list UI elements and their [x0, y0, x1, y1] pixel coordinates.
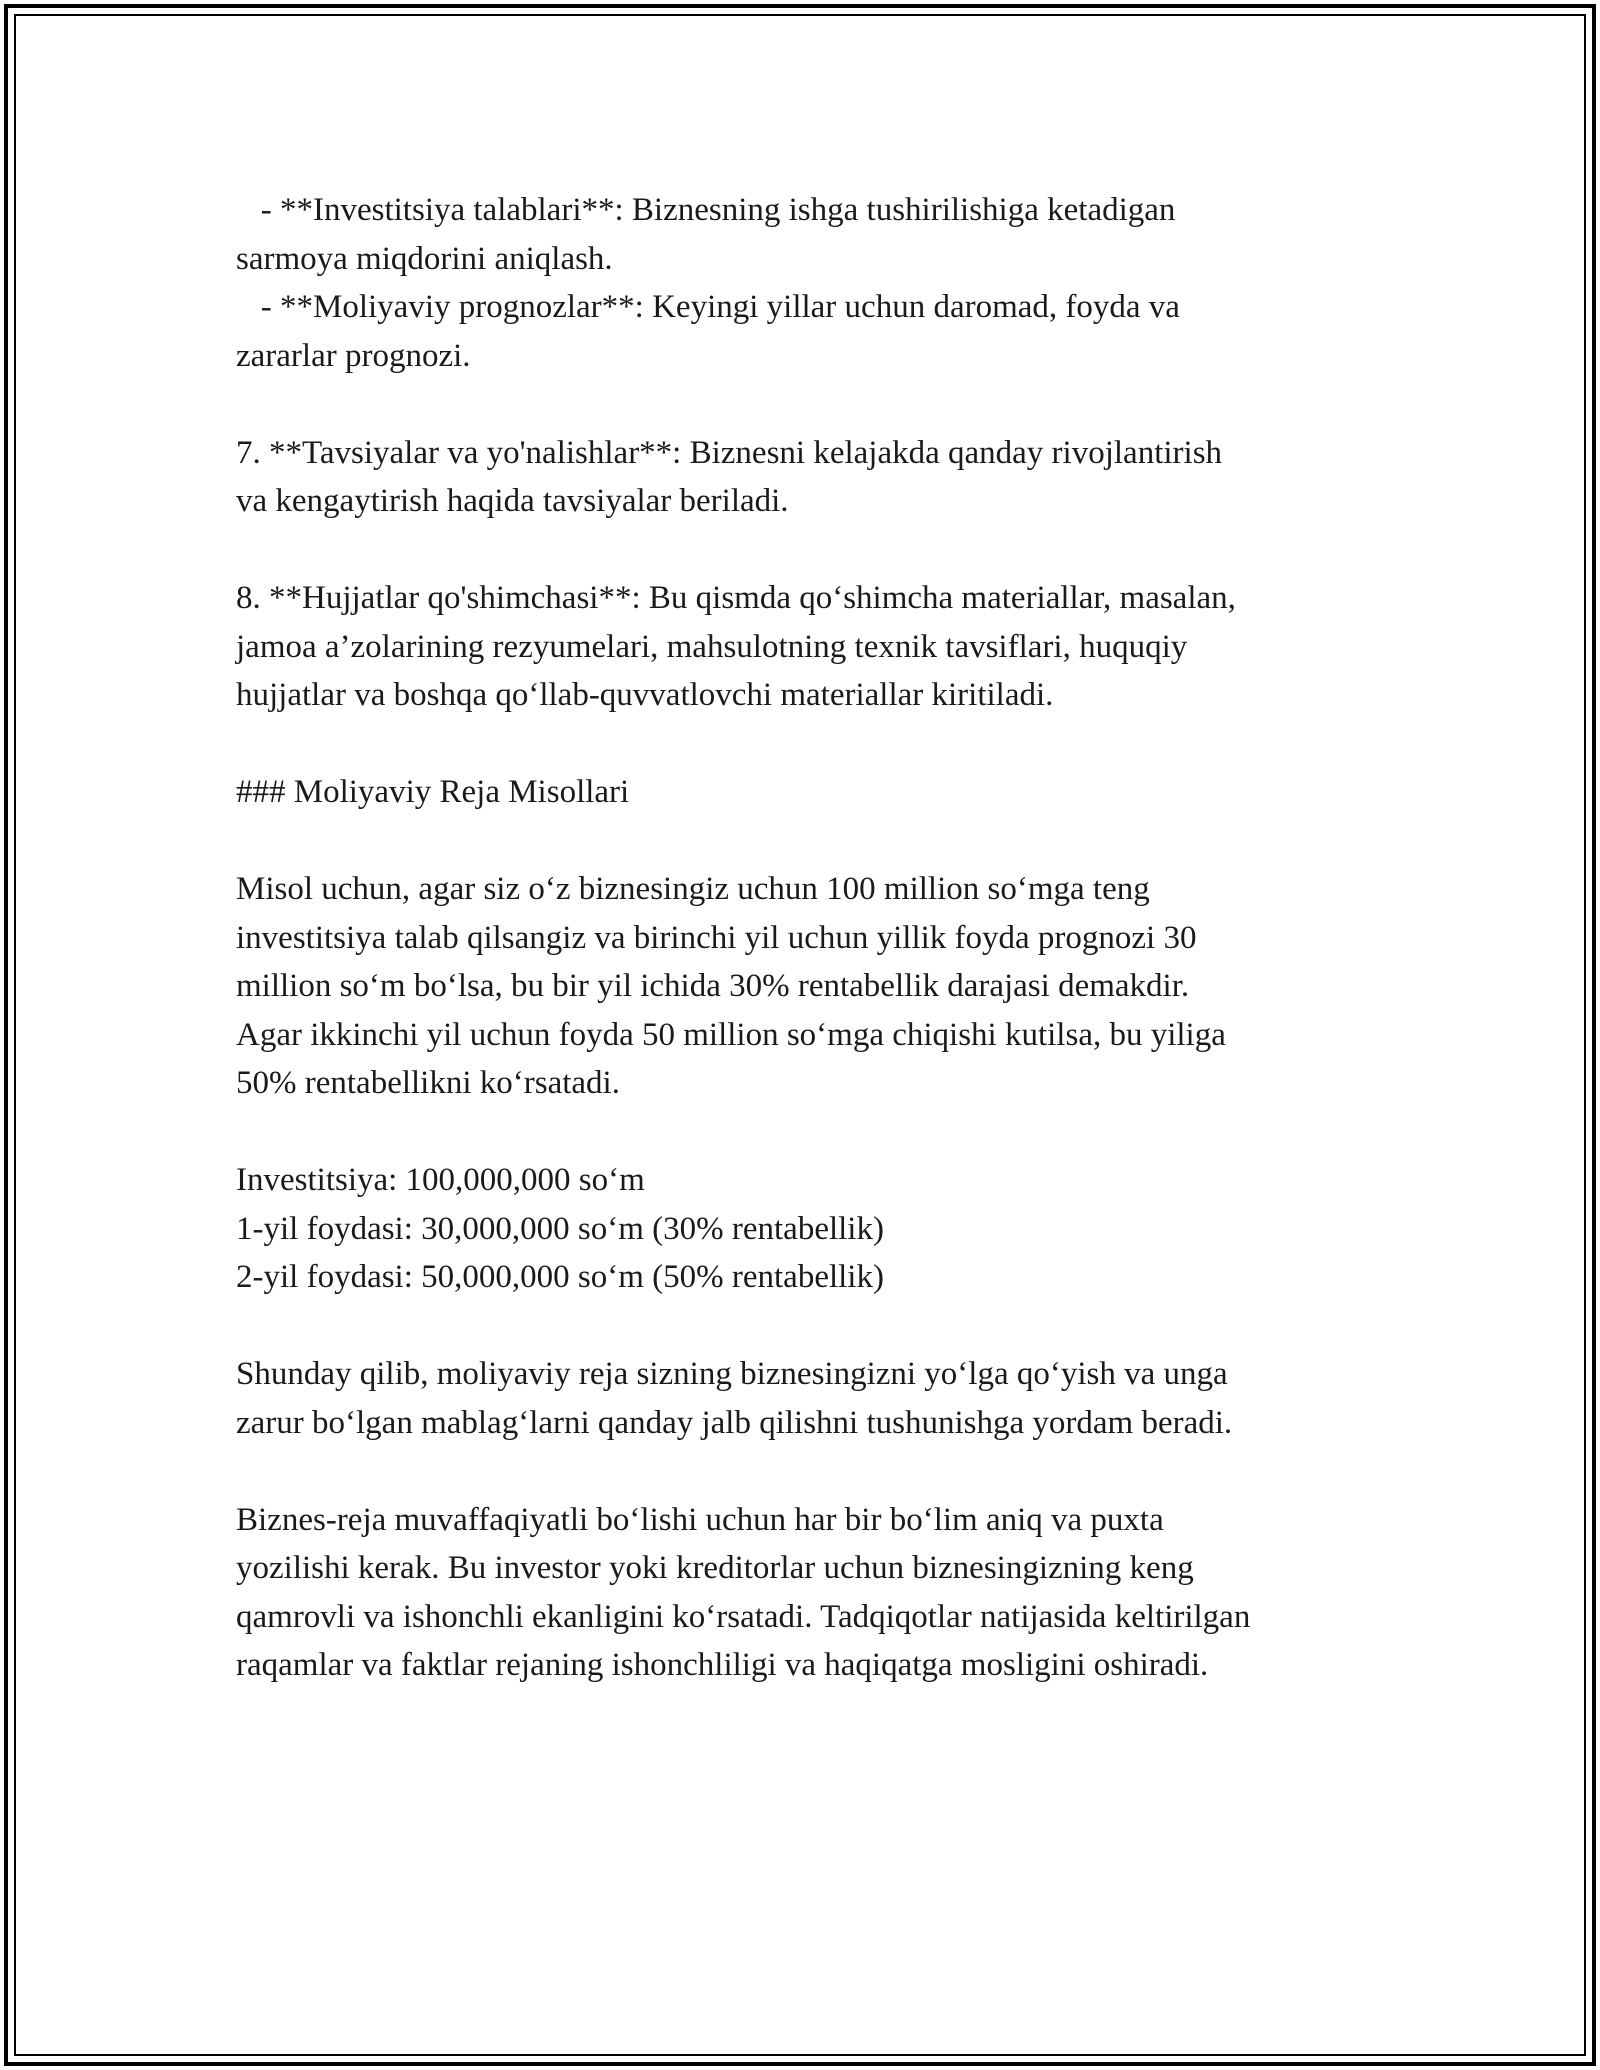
text-line: va kengaytirish haqida tavsiyalar beriladi. — [236, 483, 789, 519]
blank-line — [236, 817, 1396, 866]
text-line: million soʻm boʻlsa, bu bir yil ichida 30% rentabellik darajasi demakdir. — [236, 968, 1190, 1004]
text-line: qamrovli va ishonchli ekanligini koʻrsatadi. Tadqiqotlar natijasida keltirilgan — [236, 1598, 1251, 1635]
text-line: sarmoya miqdorini aniqlash. — [236, 240, 613, 277]
blank-line — [236, 720, 1396, 769]
blank-line — [236, 1302, 1396, 1351]
text-line: zarur boʻlgan mablagʻlarni qanday jalb qilishni tushunishga yordam beradi. — [236, 1404, 1233, 1441]
text-line: - **Moliyaviy prognozlar**: Keyingi yillar uchun daromad, foyda va — [236, 289, 1180, 325]
text-line: hujjatlar va boshqa qoʻllab-quvvatlovchi materiallar kiritiladi. — [236, 677, 1054, 713]
text-line: Agar ikkinchi yil uchun foyda 50 million soʻmga chiqishi kutilsa, bu yiliga — [236, 1016, 1226, 1053]
blank-line — [236, 526, 1396, 575]
text-line: yozilishi kerak. Bu investor yoki kreditorlar uchun biznesingizning keng — [236, 1550, 1194, 1586]
text-line: Shunday qilib, moliyaviy reja sizning biznesingizni yoʻlga qoʻyish va unga — [236, 1356, 1228, 1392]
text-line: Misol uchun, agar siz oʻz biznesingiz uchun 100 million soʻmga teng — [236, 871, 1150, 907]
blank-line — [236, 1108, 1396, 1157]
text-line: Biznes-reja muvaffaqiyatli boʻlishi uchun har bir boʻlim aniq va puxta — [236, 1501, 1164, 1538]
blank-line — [236, 380, 1396, 429]
text-line: 7. **Tavsiyalar va yo'nalishlar**: Biznesni kelajakda qanday rivojlantirish — [236, 434, 1223, 471]
text-line: Investitsiya: 100,000,000 soʻm — [236, 1162, 645, 1198]
text-line: - **Investitsiya talablari**: Biznesning ishga tushirilishiga ketadigan — [236, 192, 1176, 228]
text-line: zararlar prognozi. — [236, 337, 471, 374]
text-line: jamoa a’zolarining rezyumelari, mahsulotning texnik tavsiflari, huquqiy — [236, 628, 1188, 665]
text-line: 2-yil foydasi: 50,000,000 soʻm (50% rentabellik) — [236, 1259, 884, 1295]
blank-line — [236, 1447, 1396, 1496]
text-line: investitsiya talab qilsangiz va birinchi yil uchun yillik foyda prognozi 30 — [236, 919, 1197, 956]
text-line: 1-yil foydasi: 30,000,000 soʻm (30% rentabellik) — [236, 1210, 884, 1247]
text-line: 50% rentabellikni koʻrsatadi. — [236, 1065, 620, 1101]
document-body — [236, 186, 1396, 1690]
text-line: 8. **Hujjatlar qo'shimchasi**: Bu qismda qoʻshimcha materiallar, masalan, — [236, 580, 1236, 616]
text-line: ### Moliyaviy Reja Misollari — [236, 774, 630, 810]
text-line: raqamlar va faktlar rejaning ishonchliligi va haqiqatga mosligini oshiradi. — [236, 1647, 1209, 1683]
